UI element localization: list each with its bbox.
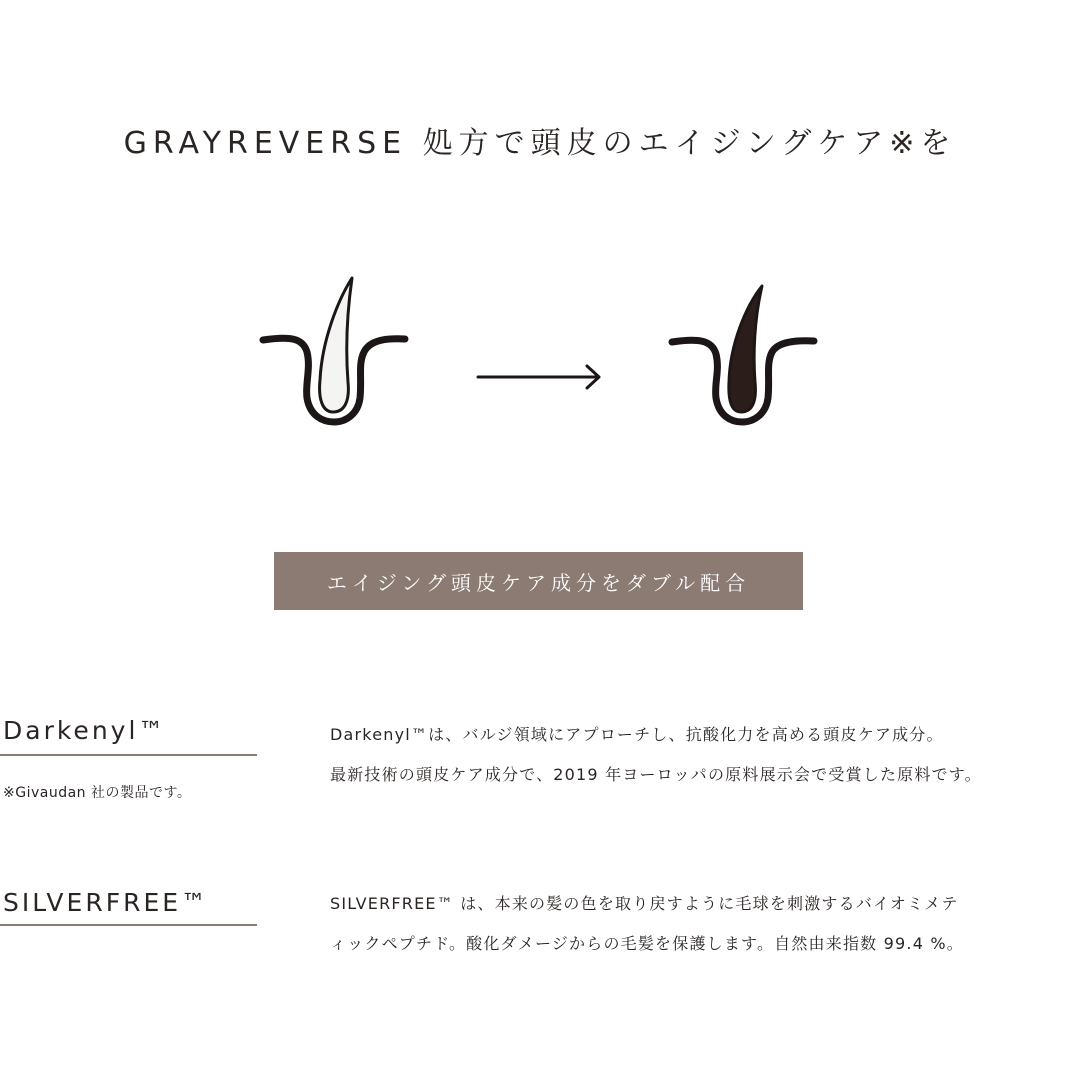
ingredient-name-silverfree: SILVERFREE™ [3, 888, 210, 917]
gray-hair-follicle-icon [263, 278, 405, 422]
dark-hair-follicle-icon [672, 286, 814, 422]
ingredient-divider [0, 924, 257, 926]
description-line: Darkenyl™は、バルジ領域にアプローチし、抗酸化力を高める頭皮ケア成分。 [330, 725, 944, 744]
ingredient-divider [0, 754, 257, 756]
banner [274, 552, 803, 610]
description-line: 最新技術の頭皮ケア成分で、2019 年ヨーロッパの原料展示会で受賞した原料です。 [330, 765, 982, 784]
ingredient-name-darkenyl: Darkenyl™ [3, 716, 167, 745]
hair-follicle-diagram [0, 260, 1080, 440]
ingredient-description-silverfree [330, 884, 1078, 964]
banner-text: エイジング頭皮ケア成分をダブル配合 [326, 570, 751, 595]
ingredient-note: ※Givaudan 社の製品です。 [3, 785, 192, 801]
description-line: ィックペプチド。酸化ダメージからの毛髪を保護します。自然由来指数 99.4 %。 [330, 934, 964, 953]
headline: GRAYREVERSE 処方で頭皮のエイジングケア※を [123, 126, 957, 161]
arrow-right-icon [478, 366, 599, 388]
ingredient-description-darkenyl [330, 715, 1078, 795]
description-line: SILVERFREE™ は、本来の髪の色を取り戻すように毛球を刺激するバイオミメテ [330, 894, 959, 913]
